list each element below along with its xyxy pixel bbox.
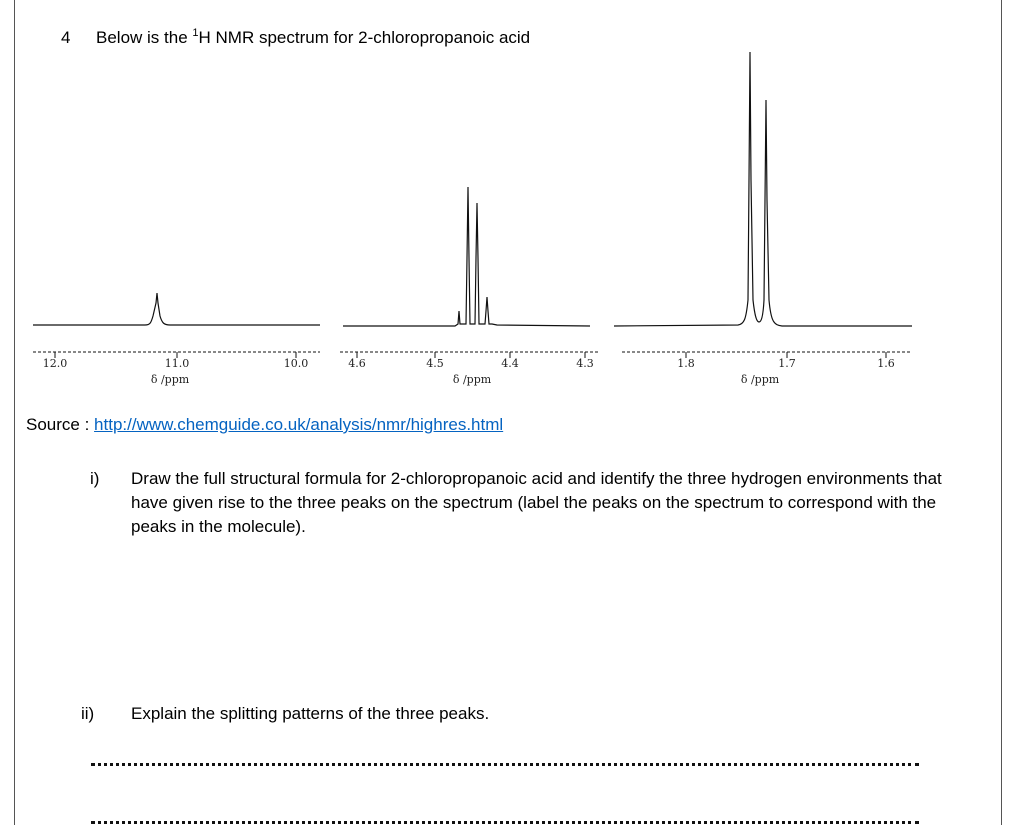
tick-label-10: 10.0: [283, 357, 309, 370]
x-axis-label-1: δ /ppm: [150, 373, 190, 386]
tick-label-4-5: 4.5: [426, 357, 444, 370]
x-axis-label-2: δ /ppm: [452, 373, 492, 386]
tick-label-4-3: 4.3: [576, 357, 594, 370]
spectrum-trace-3: [614, 52, 912, 326]
axis-ticks-2: [357, 352, 585, 358]
tick-label-4-6: 4.6: [348, 357, 366, 370]
answer-line-1[interactable]: [91, 763, 919, 766]
x-axis-label-3: δ /ppm: [740, 373, 780, 386]
part-i-text: Draw the full structural formula for 2-chloropropanoic acid and identify the three hydrogen environments that have given rise to the three peaks on the spectrum (label the peaks on the spectrum to correspond with the peaks in the molecule).: [131, 469, 942, 536]
spectrum-panel-1: [33, 293, 320, 386]
spectrum-trace-2: [343, 187, 590, 326]
spectrum-panel-2: [340, 187, 600, 386]
tick-label-4-4: 4.4: [501, 357, 519, 370]
tick-label-1-7: 1.7: [778, 357, 796, 370]
source-label: Source :: [26, 415, 95, 434]
tick-label-11: 11.0: [164, 357, 190, 370]
source-citation: [26, 415, 503, 435]
stem-suffix: H NMR spectrum for 2-chloropropanoic acid: [198, 28, 531, 47]
tick-label-12: 12.0: [42, 357, 68, 370]
spectrum-panel-3: [614, 52, 912, 386]
tick-label-1-8: 1.8: [677, 357, 695, 370]
part-i-label: i): [90, 469, 100, 488]
part-ii-label: ii): [81, 704, 95, 723]
stem-superscript: 1: [192, 27, 199, 39]
tick-label-1-6: 1.6: [877, 357, 895, 370]
spectrum-trace-1: [33, 293, 320, 325]
nmr-spectra-figure: [0, 40, 1024, 400]
stem-prefix: Below is the: [96, 28, 193, 47]
source-link[interactable]: http://www.chemguide.co.uk/analysis/nmr/highres.html: [94, 415, 504, 434]
answer-line-2[interactable]: [91, 821, 919, 824]
question-number: 4: [61, 28, 71, 47]
part-ii-text: Explain the splitting patterns of the three peaks.: [131, 704, 490, 723]
